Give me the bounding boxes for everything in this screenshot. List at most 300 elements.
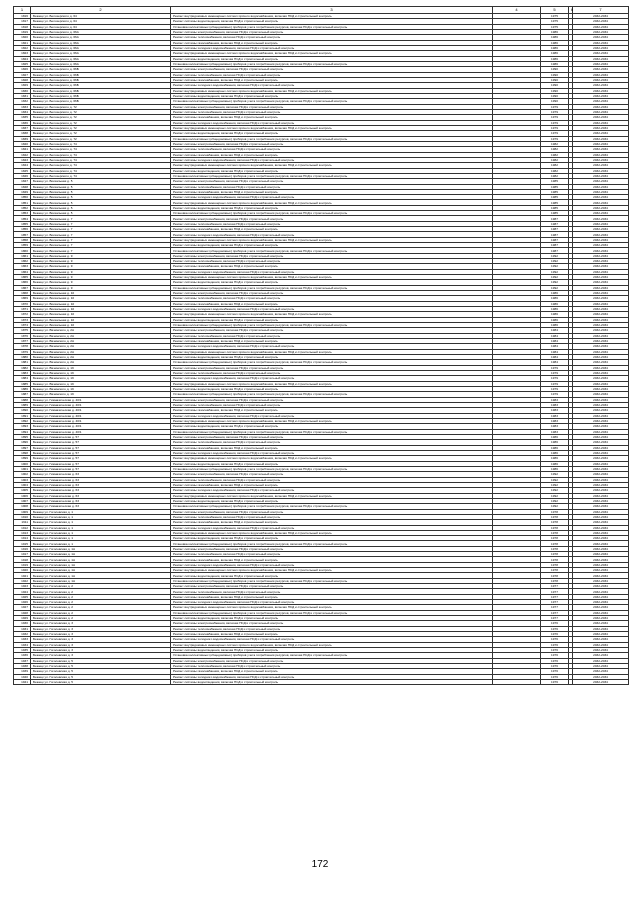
year-cell: 1978 — [541, 525, 569, 530]
address-cell: Бежецк ул. Гоголевская д. 1 — [31, 525, 171, 530]
work-type-cell: Ремонт системы теплоснабжения, включая ПСД и строительный контроль — [171, 296, 493, 301]
row-number-cell: 1852 — [14, 205, 31, 210]
row-number-cell: 1932 — [14, 632, 31, 637]
year-cell: 1977 — [541, 589, 569, 594]
work-type-cell: Ремонт системы электроснабжения, включая ПСД и строительный контроль — [171, 104, 493, 109]
row-number-cell: 1884 — [14, 376, 31, 381]
period-cell: 2032-2034 — [573, 205, 629, 210]
work-type-cell: Ремонт системы холодного водоснабжения, включая ПСД и строительный контроль — [171, 562, 493, 567]
row-number-cell: 1934 — [14, 642, 31, 647]
address-cell: Бежецк ул. Вяземского д. 19 — [31, 381, 171, 386]
year-cell: 1986 — [541, 450, 569, 455]
work-type-cell: Ремонт системы теплоснабжения, включая ПСД и строительный контроль — [171, 440, 493, 445]
row-number-cell: 1926 — [14, 600, 31, 605]
period-cell: 2032-2034 — [573, 498, 629, 503]
year-cell: 1987 — [541, 227, 569, 232]
row-number-cell: 1896 — [14, 440, 31, 445]
address-cell: Бежецк ул. Вяземского д. 2А — [31, 333, 171, 338]
work-type-cell: Ремонт системы газоснабжения, включая ПСД и строительный контроль — [171, 594, 493, 599]
row-number-cell: 1865 — [14, 275, 31, 280]
row-number-cell: 1827 — [14, 72, 31, 77]
work-type-cell: Установка коллективных (общедомовых) приборов учета потребления ресурсов, включая ПСД и строительный контроль — [171, 285, 493, 290]
period-cell: 2032-2034 — [573, 552, 629, 557]
row-number-cell: 1864 — [14, 269, 31, 274]
row-number-cell: 1892 — [14, 418, 31, 423]
work-type-cell: Ремонт системы водоотведения, включая ПСД и строительный контроль — [171, 93, 493, 98]
address-cell: Бежецк ул. Белозерского д. 66Б — [31, 83, 171, 88]
column-header: 7 — [573, 7, 629, 14]
work-type-cell: Ремонт системы холодного водоснабжения, включая ПСД и строительный контроль — [171, 525, 493, 530]
address-cell: Бежецк ул. Вяземского д. 19 — [31, 392, 171, 397]
year-cell: 1984 — [541, 333, 569, 338]
year-cell: 1975 — [541, 14, 569, 19]
row-number-cell: 1894 — [14, 429, 31, 434]
period-cell: 2032-2034 — [573, 520, 629, 525]
work-type-cell: Ремонт системы теплоснабжения, включая ПСД и строительный контроль — [171, 259, 493, 264]
row-number-cell: 1828 — [14, 77, 31, 82]
period-cell: 2032-2034 — [573, 568, 629, 573]
row-number-cell: 1858 — [14, 237, 31, 242]
year-cell: 1992 — [541, 493, 569, 498]
address-cell: Бежецк ул. Гимназическая д. 57 — [31, 461, 171, 466]
period-cell: 2032-2034 — [573, 456, 629, 461]
period-cell: 2032-2034 — [573, 530, 629, 535]
year-cell: 1992 — [541, 472, 569, 477]
period-cell: 2032-2034 — [573, 578, 629, 583]
period-cell: 2032-2034 — [573, 216, 629, 221]
work-type-cell: Ремонт системы холодного водоснабжения, включая ПСД и строительный контроль — [171, 413, 493, 418]
row-number-cell: 1830 — [14, 88, 31, 93]
year-cell: 1976 — [541, 632, 569, 637]
address-cell: Бежецк ул. Гимназическая д. 40/1 — [31, 408, 171, 413]
year-cell: 1992 — [541, 504, 569, 509]
period-cell: 2032-2034 — [573, 509, 629, 514]
year-cell: 1992 — [541, 275, 569, 280]
row-number-cell: 1850 — [14, 195, 31, 200]
row-number-cell: 1846 — [14, 173, 31, 178]
year-cell: 1982 — [541, 141, 569, 146]
period-cell: 2032-2034 — [573, 360, 629, 365]
period-cell: 2032-2034 — [573, 392, 629, 397]
period-cell: 2032-2034 — [573, 237, 629, 242]
address-cell: Бежецк ул. Белозерского д. 66Б — [31, 88, 171, 93]
row-number-cell: 1825 — [14, 61, 31, 66]
address-cell: Бежецк ул. Гоголевская д. 1А — [31, 546, 171, 551]
row-number-cell: 1821 — [14, 40, 31, 45]
address-cell: Бежецк ул. Гоголевская д. 2 — [31, 610, 171, 615]
address-cell: Бежецк ул. Белозерского д. 64 — [31, 24, 171, 29]
row-number-cell: 1909 — [14, 509, 31, 514]
work-type-cell: Ремонт внутридомовых инженерных систем горячего водоснабжения, включая ПСД и строительный контроль — [171, 275, 493, 280]
address-cell: Бежецк ул. Гоголевская д. 1А — [31, 568, 171, 573]
address-cell: Бежецк ул. Гимназическая д. 57 — [31, 434, 171, 439]
work-type-cell: Установка коллективных (общедомовых) приборов учета потребления ресурсов, включая ПСД и строительный контроль — [171, 653, 493, 658]
work-type-cell: Ремонт системы холодного водоснабжения, включая ПСД и строительный контроль — [171, 195, 493, 200]
row-number-cell: 1906 — [14, 493, 31, 498]
year-cell: 1978 — [541, 562, 569, 567]
row-number-cell: 1931 — [14, 626, 31, 631]
row-number-cell: 1867 — [14, 285, 31, 290]
address-cell: Бежецк ул. Белозерского д. 66А — [31, 45, 171, 50]
row-number-cell: 1834 — [14, 109, 31, 114]
year-cell: 1985 — [541, 211, 569, 216]
address-cell: Бежецк ул. Вокзальная д. 10 — [31, 312, 171, 317]
row-number-cell: 1920 — [14, 568, 31, 573]
year-cell: 1984 — [541, 355, 569, 360]
row-number-cell: 1878 — [14, 344, 31, 349]
year-cell: 1977 — [541, 610, 569, 615]
year-cell: 1986 — [541, 307, 569, 312]
row-number-cell: 1897 — [14, 445, 31, 450]
period-cell: 2032-2034 — [573, 557, 629, 562]
row-number-cell: 1869 — [14, 296, 31, 301]
work-type-cell: Ремонт системы холодного водоснабжения, включая ПСД и строительный контроль — [171, 45, 493, 50]
period-cell: 2032-2034 — [573, 264, 629, 269]
row-number-cell: 1855 — [14, 221, 31, 226]
year-cell: 1983 — [541, 413, 569, 418]
year-cell: 1978 — [541, 509, 569, 514]
period-cell: 2032-2034 — [573, 307, 629, 312]
work-type-cell: Ремонт системы водоотведения, включая ПСД и строительный контроль — [171, 280, 493, 285]
address-cell: Бежецк ул. Вяземского д. 2А — [31, 344, 171, 349]
period-cell: 2032-2034 — [573, 450, 629, 455]
address-cell: Бежецк ул. Гимназическая д. 63 — [31, 504, 171, 509]
period-cell: 2032-2034 — [573, 669, 629, 674]
year-cell: 1990 — [541, 77, 569, 82]
period-cell: 2032-2034 — [573, 584, 629, 589]
address-cell: Бежецк ул. Гимназическая д. 63 — [31, 472, 171, 477]
period-cell: 2032-2034 — [573, 461, 629, 466]
address-cell: Бежецк ул. Вокзальная д. 10 — [31, 317, 171, 322]
work-type-cell: Ремонт внутридомовых инженерных систем горячего водоснабжения, включая ПСД и строительный контроль — [171, 381, 493, 386]
work-type-cell: Установка коллективных (общедомовых) приборов учета потребления ресурсов, включая ПСД и строительный контроль — [171, 61, 493, 66]
work-type-cell: Ремонт внутридомовых инженерных систем горячего водоснабжения, включая ПСД и строительный контроль — [171, 605, 493, 610]
year-cell: 1986 — [541, 317, 569, 322]
year-cell: 1979 — [541, 125, 569, 130]
row-number-cell: 1893 — [14, 424, 31, 429]
period-cell: 2032-2034 — [573, 157, 629, 162]
work-type-cell: Ремонт системы газоснабжения, включая ПСД и строительный контроль — [171, 227, 493, 232]
period-cell: 2032-2034 — [573, 594, 629, 599]
period-cell: 2032-2034 — [573, 381, 629, 386]
work-type-cell: Ремонт внутридомовых инженерных систем горячего водоснабжения, включая ПСД и строительный контроль — [171, 163, 493, 168]
period-cell: 2032-2034 — [573, 115, 629, 120]
row-number-cell: 1845 — [14, 168, 31, 173]
work-type-cell: Ремонт системы водоотведения, включая ПСД и строительный контроль — [171, 424, 493, 429]
work-type-cell: Ремонт системы теплоснабжения, включая ПСД и строительный контроль — [171, 552, 493, 557]
year-cell: 1982 — [541, 147, 569, 152]
year-cell: 1979 — [541, 136, 569, 141]
address-cell: Бежецк ул. Белозерского д. 66Б — [31, 77, 171, 82]
year-cell: 1978 — [541, 541, 569, 546]
row-number-cell: 1940 — [14, 674, 31, 679]
work-type-cell: Установка коллективных (общедомовых) приборов учета потребления ресурсов, включая ПСД и строительный контроль — [171, 99, 493, 104]
address-cell: Бежецк ул. Вяземского д. 19 — [31, 386, 171, 391]
period-cell: 2032-2034 — [573, 93, 629, 98]
work-type-cell: Ремонт системы электроснабжения, включая ПСД и строительный контроль — [171, 584, 493, 589]
address-cell: Бежецк ул. Гимназическая д. 57 — [31, 466, 171, 471]
year-cell: 1979 — [541, 131, 569, 136]
address-cell: Бежецк ул. Белозерского д. 66А — [31, 61, 171, 66]
period-cell: 2032-2034 — [573, 397, 629, 402]
year-cell: 1992 — [541, 285, 569, 290]
work-type-cell: Ремонт системы водоотведения, включая ПСД и строительный контроль — [171, 680, 493, 685]
work-type-cell: Ремонт системы водоотведения, включая ПСД и строительный контроль — [171, 355, 493, 360]
row-number-cell: 1881 — [14, 360, 31, 365]
address-cell: Бежецк ул. Вокзальная д. 7 — [31, 221, 171, 226]
year-cell: 1986 — [541, 35, 569, 40]
period-cell: 2032-2034 — [573, 285, 629, 290]
period-cell: 2032-2034 — [573, 466, 629, 471]
address-cell: Бежецк ул. Вокзальная д. 7 — [31, 216, 171, 221]
year-cell: 1985 — [541, 200, 569, 205]
address-cell: Бежецк ул. Белозерского д. 66Б — [31, 93, 171, 98]
period-cell: 2032-2034 — [573, 680, 629, 685]
work-type-cell: Ремонт системы холодного водоснабжения, включая ПСД и строительный контроль — [171, 488, 493, 493]
period-cell: 2032-2034 — [573, 664, 629, 669]
year-cell: 1976 — [541, 642, 569, 647]
period-cell: 2032-2034 — [573, 189, 629, 194]
work-type-cell: Ремонт внутридомовых инженерных систем горячего водоснабжения, включая ПСД и строительный контроль — [171, 312, 493, 317]
row-number-cell: 1886 — [14, 386, 31, 391]
work-type-cell: Ремонт системы теплоснабжения, включая ПСД и строительный контроль — [171, 109, 493, 114]
year-cell: 1990 — [541, 67, 569, 72]
period-cell: 2032-2034 — [573, 674, 629, 679]
year-cell: 1983 — [541, 429, 569, 434]
year-cell: 1984 — [541, 344, 569, 349]
period-cell: 2032-2034 — [573, 642, 629, 647]
row-number-cell: 1819 — [14, 29, 31, 34]
period-cell: 2032-2034 — [573, 562, 629, 567]
year-cell: 1976 — [541, 669, 569, 674]
work-type-cell: Ремонт системы электроснабжения, включая ПСД и строительный контроль — [171, 29, 493, 34]
period-cell: 2032-2034 — [573, 24, 629, 29]
period-cell: 2032-2034 — [573, 317, 629, 322]
year-cell: 1979 — [541, 115, 569, 120]
period-cell: 2032-2034 — [573, 301, 629, 306]
address-cell: Бежецк ул. Гоголевская д. 5 — [31, 669, 171, 674]
period-cell: 2032-2034 — [573, 269, 629, 274]
work-type-cell: Ремонт системы водоотведения, включая ПСД и строительный контроль — [171, 461, 493, 466]
address-cell: Бежецк ул. Белозерского д. 66А — [31, 51, 171, 56]
row-number-cell: 1829 — [14, 83, 31, 88]
year-cell: 1977 — [541, 605, 569, 610]
work-type-cell: Ремонт системы электроснабжения, включая ПСД и строительный контроль — [171, 365, 493, 370]
address-cell: Бежецк ул. Белозерского д. 66Б — [31, 72, 171, 77]
work-type-cell: Ремонт системы теплоснабжения, включая ПСД и строительный контроль — [171, 514, 493, 519]
row-number-cell: 1889 — [14, 402, 31, 407]
page-number: 172 — [311, 859, 329, 870]
work-type-cell: Ремонт системы теплоснабжения, включая ПСД и строительный контроль — [171, 664, 493, 669]
year-cell: 1986 — [541, 40, 569, 45]
row-number-cell: 1840 — [14, 141, 31, 146]
work-type-cell: Установка коллективных (общедомовых) приборов учета потребления ресурсов, включая ПСД и строительный контроль — [171, 173, 493, 178]
work-type-cell: Ремонт системы газоснабжения, включая ПСД и строительный контроль — [171, 557, 493, 562]
row-number-cell: 1856 — [14, 227, 31, 232]
column-header: 1 — [14, 7, 31, 14]
period-cell: 2032-2034 — [573, 83, 629, 88]
year-cell: 1984 — [541, 328, 569, 333]
year-cell: 1979 — [541, 120, 569, 125]
period-cell: 2032-2034 — [573, 152, 629, 157]
row-number-cell: 1862 — [14, 259, 31, 264]
period-cell: 2032-2034 — [573, 600, 629, 605]
row-number-cell: 1916 — [14, 546, 31, 551]
address-cell: Бежецк ул. Гоголевская д. 5 — [31, 664, 171, 669]
row-number-cell: 1914 — [14, 536, 31, 541]
row-number-cell: 1939 — [14, 669, 31, 674]
year-cell: 1978 — [541, 520, 569, 525]
work-type-cell: Установка коллективных (общедомовых) приборов учета потребления ресурсов, включая ПСД и строительный контроль — [171, 360, 493, 365]
year-cell: 1986 — [541, 323, 569, 328]
period-cell: 2032-2034 — [573, 109, 629, 114]
year-cell: 1990 — [541, 99, 569, 104]
address-cell: Бежецк ул. Гимназическая д. 40/1 — [31, 397, 171, 402]
year-cell: 1978 — [541, 530, 569, 535]
address-cell: Бежецк ул. Гоголевская д. 3 — [31, 648, 171, 653]
address-cell: Бежецк ул. Вокзальная д. 5 — [31, 184, 171, 189]
period-cell: 2032-2034 — [573, 45, 629, 50]
row-number-cell: 1880 — [14, 355, 31, 360]
row-number-cell: 1928 — [14, 610, 31, 615]
period-cell: 2032-2034 — [573, 445, 629, 450]
period-cell: 2032-2034 — [573, 546, 629, 551]
address-cell: Бежецк ул. Гоголевская д. 2 — [31, 589, 171, 594]
address-cell: Бежецк ул. Белозерского д. 66А — [31, 35, 171, 40]
address-cell: Бежецк ул. Гимназическая д. 63 — [31, 482, 171, 487]
period-cell: 2032-2034 — [573, 658, 629, 663]
period-cell: 2032-2034 — [573, 541, 629, 546]
row-number-cell: 1921 — [14, 573, 31, 578]
work-type-cell: Ремонт системы электроснабжения, включая ПСД и строительный контроль — [171, 621, 493, 626]
row-number-cell: 1899 — [14, 456, 31, 461]
work-type-cell: Ремонт системы электроснабжения, включая ПСД и строительный контроль — [171, 509, 493, 514]
year-cell: 1978 — [541, 557, 569, 562]
period-cell: 2032-2034 — [573, 616, 629, 621]
work-type-cell: Ремонт системы теплоснабжения, включая ПСД и строительный контроль — [171, 370, 493, 375]
year-cell: 1983 — [541, 424, 569, 429]
year-cell: 1992 — [541, 280, 569, 285]
period-cell: 2032-2034 — [573, 253, 629, 258]
year-cell: 1987 — [541, 221, 569, 226]
period-cell: 2032-2034 — [573, 418, 629, 423]
work-type-cell: Ремонт внутридомовых инженерных систем горячего водоснабжения, включая ПСД и строительный контроль — [171, 125, 493, 130]
address-cell: Бежецк ул. Вокзальная д. 9 — [31, 264, 171, 269]
address-cell: Бежецк ул. Вокзальная д. 9 — [31, 280, 171, 285]
year-cell: 1990 — [541, 88, 569, 93]
work-type-cell: Установка коллективных (общедомовых) приборов учета потребления ресурсов, включая ПСД и строительный контроль — [171, 211, 493, 216]
address-cell: Бежецк ул. Вяземского д. 19 — [31, 365, 171, 370]
year-cell: 1985 — [541, 184, 569, 189]
period-cell: 2032-2034 — [573, 477, 629, 482]
work-type-cell: Установка коллективных (общедомовых) приборов учета потребления ресурсов, включая ПСД и строительный контроль — [171, 578, 493, 583]
year-cell: 1979 — [541, 376, 569, 381]
address-cell: Бежецк ул. Вокзальная д. 9 — [31, 259, 171, 264]
row-number-cell: 1917 — [14, 552, 31, 557]
year-cell: 1985 — [541, 189, 569, 194]
work-type-cell: Ремонт системы газоснабжения, включая ПСД и строительный контроль — [171, 482, 493, 487]
work-type-cell: Ремонт системы холодного водоснабжения, включая ПСД и строительный контроль — [171, 157, 493, 162]
period-cell: 2032-2034 — [573, 413, 629, 418]
period-cell: 2032-2034 — [573, 259, 629, 264]
year-cell: 1987 — [541, 243, 569, 248]
work-type-cell: Ремонт системы газоснабжения, включая ПСД и строительный контроль — [171, 40, 493, 45]
year-cell: 1992 — [541, 482, 569, 487]
year-cell: 1987 — [541, 232, 569, 237]
work-type-cell: Ремонт системы водоотведения, включая ПСД и строительный контроль — [171, 536, 493, 541]
period-cell: 2032-2034 — [573, 29, 629, 34]
year-cell: 1986 — [541, 466, 569, 471]
row-number-cell: 1905 — [14, 488, 31, 493]
year-cell: 1976 — [541, 621, 569, 626]
year-cell: 1979 — [541, 381, 569, 386]
row-number-cell: 1832 — [14, 99, 31, 104]
address-cell: Бежецк ул. Гоголевская д. 1 — [31, 509, 171, 514]
work-type-cell: Ремонт внутридомовых инженерных систем горячего водоснабжения, включая ПСД и строительный контроль — [171, 530, 493, 535]
row-number-cell: 1885 — [14, 381, 31, 386]
address-cell: Бежецк ул. Гимназическая д. 57 — [31, 440, 171, 445]
address-cell: Бежецк ул. Гоголевская д. 3 — [31, 632, 171, 637]
year-cell: 1982 — [541, 163, 569, 168]
row-number-cell: 1849 — [14, 189, 31, 194]
row-number-cell: 1873 — [14, 317, 31, 322]
year-cell: 1978 — [541, 552, 569, 557]
year-cell: 1992 — [541, 498, 569, 503]
work-type-cell: Ремонт системы газоснабжения, включая ПСД и строительный контроль — [171, 301, 493, 306]
work-type-cell: Ремонт системы холодного водоснабжения, включая ПСД и строительный контроль — [171, 600, 493, 605]
period-cell: 2032-2034 — [573, 402, 629, 407]
period-cell: 2032-2034 — [573, 184, 629, 189]
period-cell: 2032-2034 — [573, 349, 629, 354]
work-type-cell: Ремонт системы электроснабжения, включая ПСД и строительный контроль — [171, 434, 493, 439]
work-type-cell: Ремонт системы электроснабжения, включая ПСД и строительный контроль — [171, 253, 493, 258]
address-cell: Бежецк ул. Белозерского д. 72 — [31, 109, 171, 114]
work-type-cell: Ремонт системы водоотведения, включая ПСД и строительный контроль — [171, 616, 493, 621]
year-cell: 1976 — [541, 658, 569, 663]
year-cell: 1978 — [541, 546, 569, 551]
period-cell: 2032-2034 — [573, 99, 629, 104]
column-header: 3 — [171, 7, 493, 14]
address-cell: Бежецк ул. Гоголевская д. 2 — [31, 616, 171, 621]
row-number-cell: 1887 — [14, 392, 31, 397]
year-cell: 1976 — [541, 653, 569, 658]
address-cell: Бежецк ул. Белозерского д. 72 — [31, 131, 171, 136]
address-cell: Бежецк ул. Вокзальная д. 10 — [31, 301, 171, 306]
work-type-cell: Ремонт системы водоотведения, включая ПСД и строительный контроль — [171, 498, 493, 503]
address-cell: Бежецк ул. Вокзальная д. 5 — [31, 200, 171, 205]
year-cell: 1986 — [541, 301, 569, 306]
work-type-cell: Ремонт системы водоотведения, включая ПСД и строительный контроль — [171, 56, 493, 61]
row-number-cell: 1839 — [14, 136, 31, 141]
year-cell: 1985 — [541, 195, 569, 200]
period-cell: 2032-2034 — [573, 328, 629, 333]
period-cell: 2032-2034 — [573, 147, 629, 152]
period-cell: 2032-2034 — [573, 493, 629, 498]
row-number-cell: 1925 — [14, 594, 31, 599]
period-cell: 2032-2034 — [573, 243, 629, 248]
address-cell: Бежецк ул. Гоголевская д. 5 — [31, 674, 171, 679]
work-type-cell: Ремонт системы теплоснабжения, включая ПСД и строительный контроль — [171, 184, 493, 189]
year-cell: 1983 — [541, 408, 569, 413]
row-number-cell: 1861 — [14, 253, 31, 258]
period-cell: 2032-2034 — [573, 482, 629, 487]
row-number-cell: 1851 — [14, 200, 31, 205]
year-cell: 1978 — [541, 536, 569, 541]
work-type-cell: Ремонт системы теплоснабжения, включая ПСД и строительный контроль — [171, 147, 493, 152]
address-cell: Бежецк ул. Вокзальная д. 9 — [31, 275, 171, 280]
row-number-cell: 1910 — [14, 514, 31, 519]
work-type-cell: Ремонт системы водоотведения, включая ПСД и строительный контроль — [171, 168, 493, 173]
